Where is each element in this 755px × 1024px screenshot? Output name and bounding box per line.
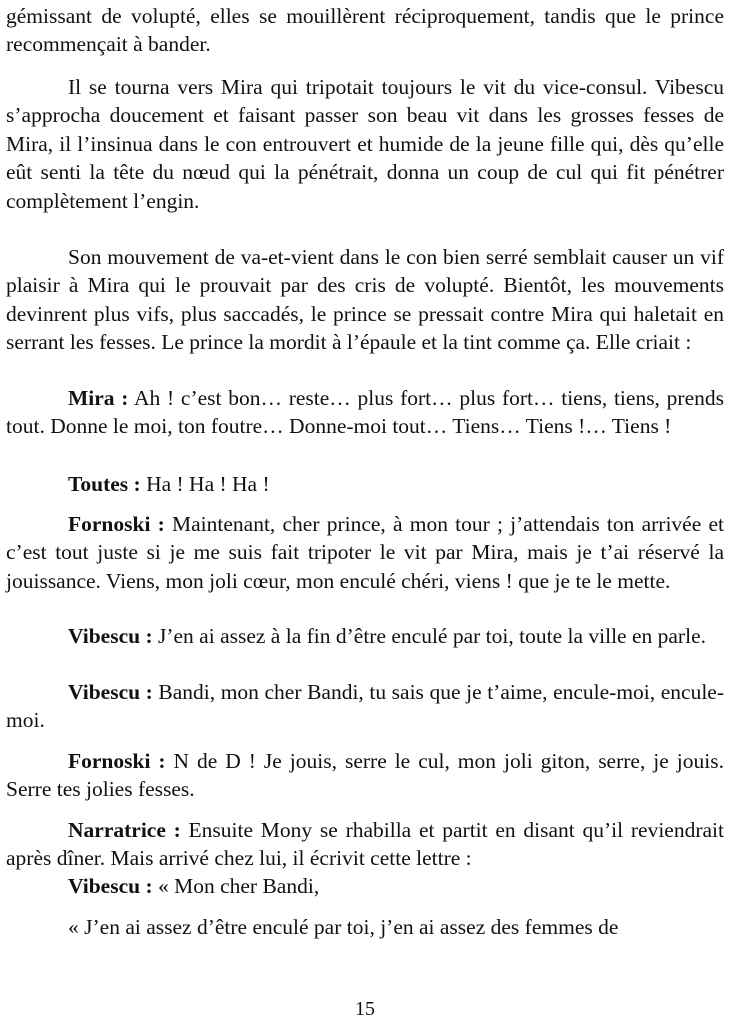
paragraph-text: Son mouvement de va-et-vient dans le con bien serré semblait causer un vif plaisir à Mira qui le prouvait par des cris de volupté. Bientôt, les mouvements devinrent plus vifs, plus saccadés, le prince se pressait contre Mira qui haletait en serrant les fesses. Le prince la mordit à l’épaule et la tint comme ça. Elle criait : xyxy=(6,245,724,355)
dialogue-text: J’en ai assez à la fin d’être enculé par toi, toute la ville en parle. xyxy=(152,624,706,648)
speaker-name: Vibescu : xyxy=(68,680,153,704)
speaker-name: Fornoski : xyxy=(68,512,165,536)
dialogue-text: Ah ! c’est bon… reste… plus fort… plus fort… tiens, tiens, prends tout. Donne le moi, ton foutre… Donne-moi tout… Tiens… Tiens !… Tiens ! xyxy=(6,386,724,439)
dialogue-text: N de D ! Je jouis, serre le cul, mon joli giton, serre, je jouis. Serre tes jolies fesses. xyxy=(6,749,724,802)
paragraph xyxy=(6,2,724,59)
speaker-name: Narratrice : xyxy=(68,818,181,842)
dialogue-text: Ensuite Mony se rhabilla et partit en disant qu’il reviendrait après dîner. Mais arrivé chez lui, il écrivit cette lettre : xyxy=(6,818,724,871)
speaker-name: Vibescu : xyxy=(68,624,153,648)
dialogue-line xyxy=(6,872,319,900)
paragraph-text: Il se tourna vers Mira qui tripotait toujours le vit du vice-consul. Vibescu s’approcha doucement et faisant passer son beau vit dans les grosses fesses de Mira, il l’insinua dans le con entrouvert et humide de la jeune fille qui, dès qu’elle eût senti la tête du nœud qui la pénétrait, donna un coup de cul qui fit pénétrer complètement l’engin. xyxy=(6,75,724,213)
paragraph xyxy=(6,243,724,357)
dialogue-line xyxy=(6,747,724,804)
dialogue-line xyxy=(6,816,724,873)
speaker-name: Fornoski : xyxy=(68,749,166,773)
dialogue-text: Ha ! Ha ! Ha ! xyxy=(140,472,270,496)
dialogue-line xyxy=(6,384,724,441)
dialogue-text: Maintenant, cher prince, à mon tour ; j’attendais ton arrivée et c’est tout juste si je me suis fait tripoter le vit par Mira, mais je t’ai réservé la jouissance. Viens, mon joli cœur, mon enculé chéri, viens ! que je te le mette. xyxy=(6,512,724,593)
paragraph xyxy=(6,73,724,215)
speaker-name: Toutes : xyxy=(68,472,141,496)
dialogue-text: « Mon cher Bandi, xyxy=(152,874,320,898)
dialogue-line xyxy=(6,678,724,735)
dialogue-text: Bandi, mon cher Bandi, tu sais que je t’aime, encule-moi, encule-moi. xyxy=(6,680,724,733)
speaker-name: Vibescu : xyxy=(68,874,153,898)
dialogue-line xyxy=(6,510,724,595)
dialogue-line xyxy=(6,622,706,650)
page-number: 15 xyxy=(355,998,375,1020)
dialogue-line xyxy=(6,470,270,498)
speaker-name: Mira : xyxy=(68,386,129,410)
paragraph-text: gémissant de volupté, elles se mouillèrent réciproquement, tandis que le prince recommençait à bander. xyxy=(6,4,724,57)
paragraph xyxy=(6,913,618,941)
paragraph-text: « J’en ai assez d’être enculé par toi, j’en ai assez des femmes de xyxy=(68,915,619,939)
